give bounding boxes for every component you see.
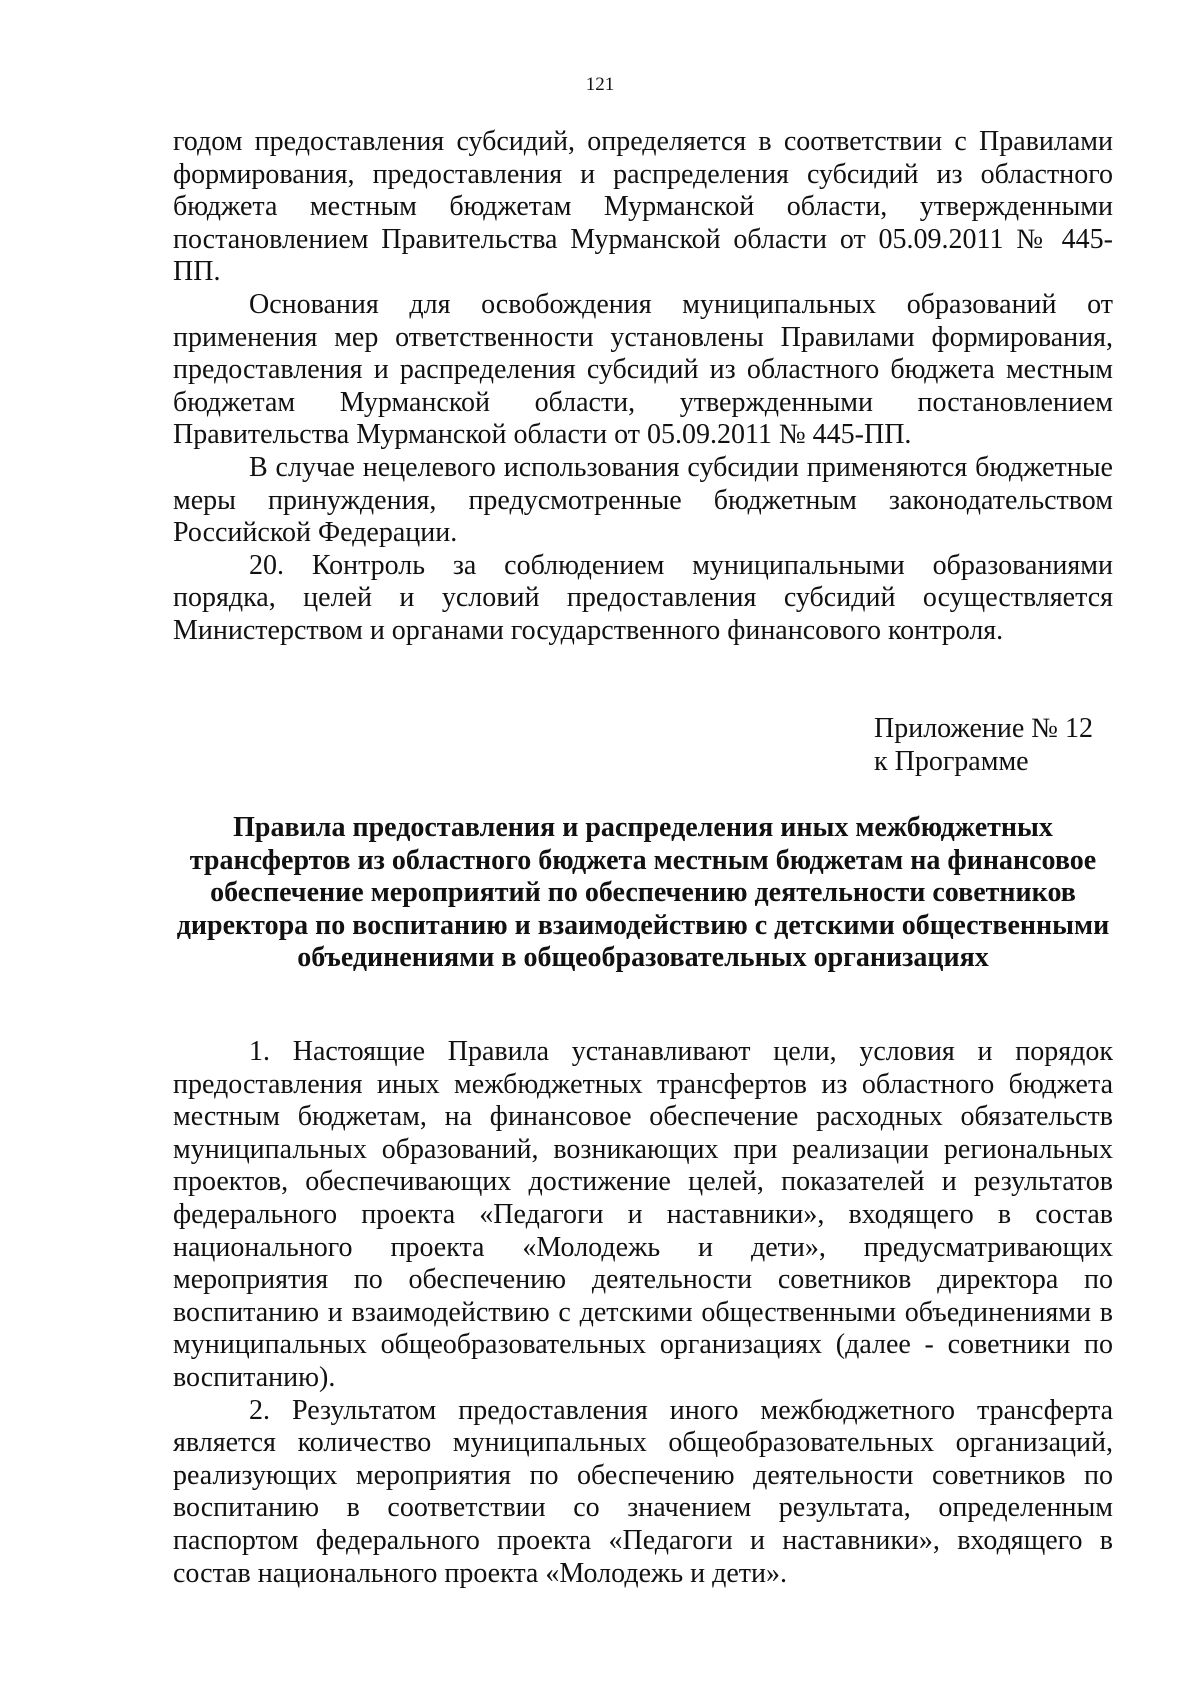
rules-text-block [173, 1036, 1113, 1590]
appendix-heading [874, 712, 1174, 778]
title-line: трансфертов из областного бюджета местным бюджетам на финансовое [189, 844, 1097, 876]
title-line: обеспечение мероприятий по обеспечению деятельности советников [210, 877, 1076, 909]
document-title [160, 812, 1126, 975]
title-line: Правила предоставления и распределения иных межбюджетных [233, 812, 1053, 843]
title-line: объединениями в общеобразовательных организациях [297, 942, 989, 974]
top-text-block [173, 126, 1113, 648]
rule-item-2: 2. Результатом предоставления иного межбюджетного трансферта является количество муниципальных общеобразовательных организаций, реализующих мероприятия по обеспечению деятельности советников по воспитанию в соответствии со значением результата, определенным паспортом федерального проекта «Педагоги и наставники», входящего в состав национального проекта «Молодежь и дети». [173, 1394, 1113, 1589]
rule-item-1: 1. Настоящие Правила устанавливают цели, условия и порядок предоставления иных межбюджетных трансфертов из областного бюджета местным бюджетам, на финансовое обеспечение расходных обязательств муниципальных образований, возникающих при реализации региональных проектов, обеспечивающих достижение целей, показателей и результатов федерального проекта «Педагоги и наставники», входящего в состав национального проекта «Молодежь и дети», предусматривающих мероприятия по обеспечению деятельности советников директора по воспитанию и взаимодействию с детскими общественными объединениями в муниципальных общеобразовательных организациях (далее - советники по воспитанию). [173, 1036, 1113, 1393]
title-line: директора по воспитанию и взаимодействию с детскими общественными [176, 909, 1110, 941]
page-number: 121 [585, 74, 615, 95]
paragraph-continuation: годом предоставления субсидий, определяется в соответствии с Правилами формирования, предоставления и распределения субсидий из областного бюджета местным бюджетам Мурманской области, утвержденными постановлением Правительства Мурманской области от 05.09.2011 № 445-ПП. [173, 126, 1113, 288]
appendix-reference: к Программе [874, 746, 1029, 777]
paragraph-item-20-control: 20. Контроль за соблюдением муниципальными образованиями порядка, целей и условий предоставления субсидий осуществляется Министерством и органами государственного финансового контроля. [173, 549, 1113, 646]
appendix-number: Приложение № 12 [874, 713, 1093, 744]
paragraph-misuse-measures: В случае нецелевого использования субсидии применяются бюджетные меры принуждения, предусмотренные бюджетным законодательством Российской Федерации. [173, 451, 1113, 549]
paragraph-exemption-grounds: Основания для освобождения муниципальных образований от применения мер ответственности установлены Правилами формирования, предоставления и распределения субсидий из областного бюджета местным бюджетам Мурманской области, утвержденными постановлением Правительства Мурманской области от 05.09.2011 № 445-ПП. [173, 288, 1113, 451]
